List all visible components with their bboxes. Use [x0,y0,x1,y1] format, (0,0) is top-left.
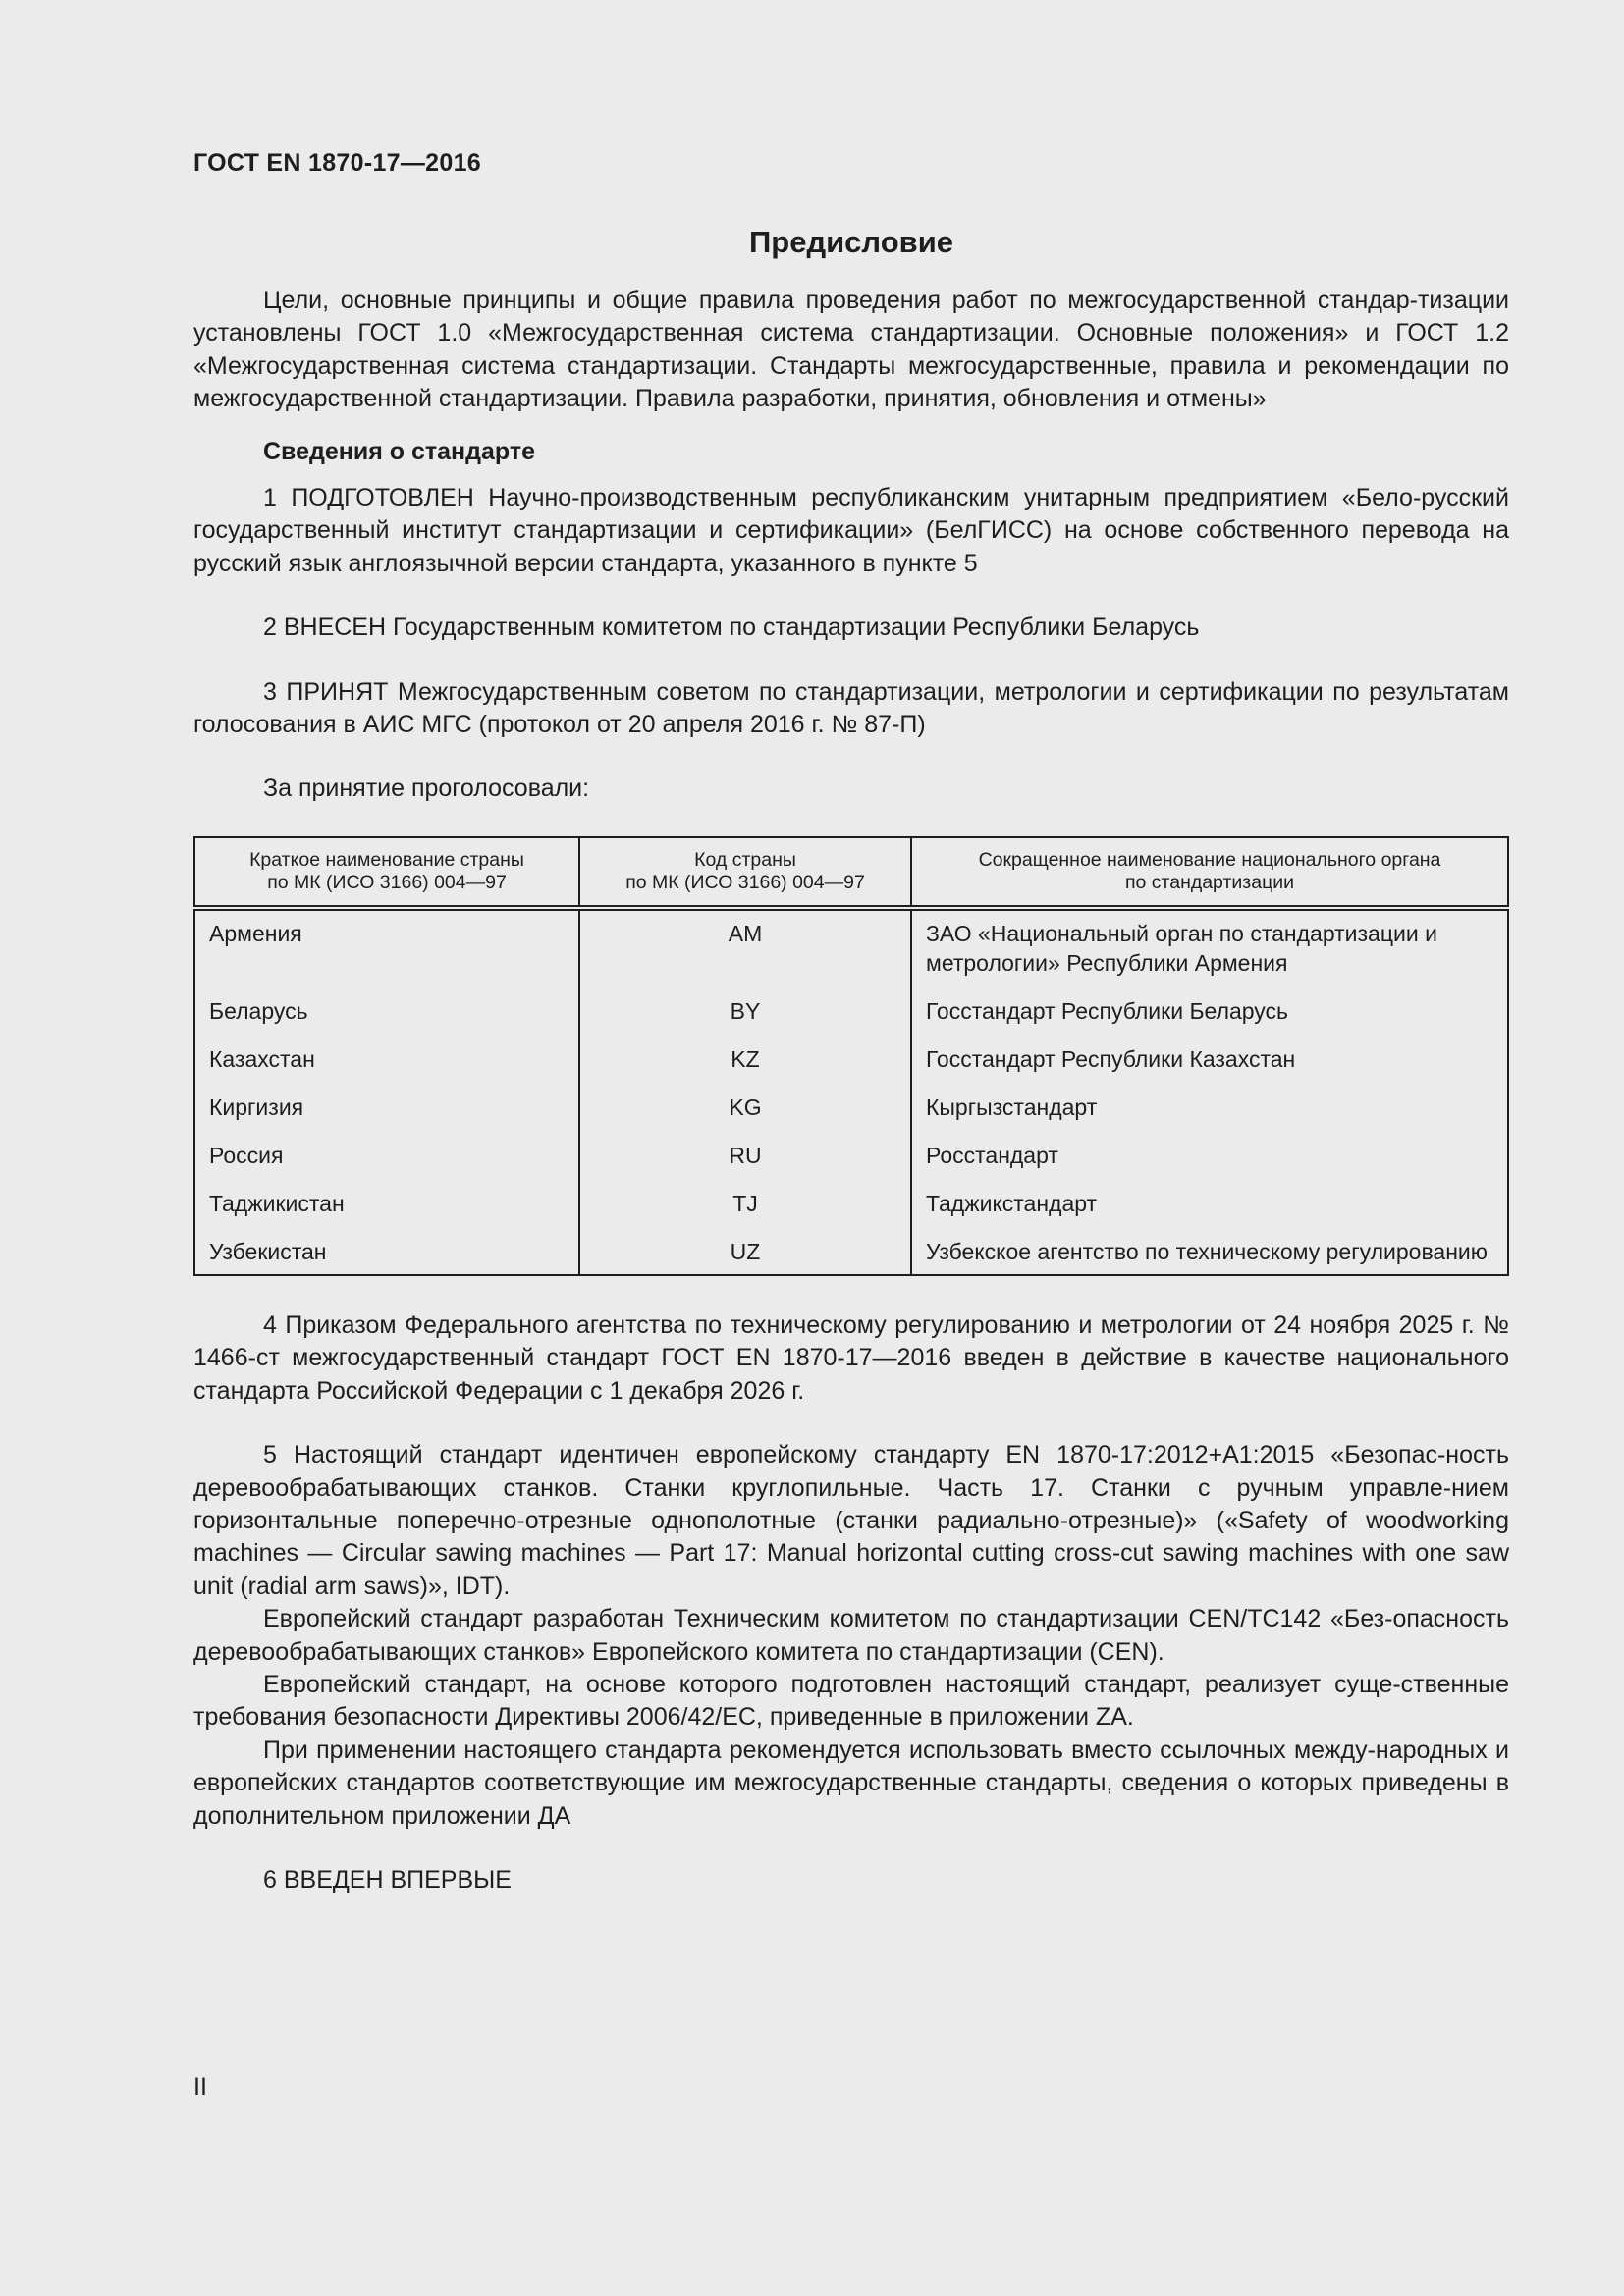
body-cell: Таджикстандарт [911,1180,1508,1228]
section-subtitle: Сведения о стандарте [263,437,536,465]
country-cell: Казахстан [194,1036,579,1084]
item-3-paragraph: 3 ПРИНЯТ Межгосударственным советом по стандартизации, метрологии и сертификации по результатам голосования в АИС МГС (протокол от 20 апреля 2016 г. № 87-П) [193,677,1509,739]
column-header-code-line2: по МК (ИСО 3166) 004—97 [625,871,865,893]
country-cell: Таджикистан [194,1180,579,1228]
intro-paragraph: Цели, основные принципы и общие правила проведения работ по межгосударственной стандар-тизации установлены ГОСТ 1.0 «Межгосударственная система стандартизации. Основные положения» и ГОСТ 1.2 «Межгосударственная система стандартизации. Стандарты межгосударственные, правила и рекомендации по межгосударственной стандартизации. Правила разработки, принятия, обновления и отмены» [193,287,1509,413]
column-header-body [911,837,1508,908]
page-title: Предисловие [748,225,953,259]
votes-table [193,836,1509,1276]
item-5-paragraph-4: При применении настоящего стандарта рекомендуется использовать вместо ссылочных между-народных и европейских стандартов соответствующие им межгосударственные стандарты, сведения о которых приведены в дополнительном приложении ДА [193,1735,1509,1830]
item-5-paragraph-2: Европейский стандарт разработан Техническим комитетом по стандартизации CEN/TC142 «Без-опасность деревообрабатывающих станков» Европейского комитета по стандартизации (CEN). [193,1605,1509,1666]
column-header-country-line1: Краткое наименование страны [249,848,524,871]
country-cell: Армения [194,908,579,988]
table-row [194,908,1508,988]
document-code: ГОСТ EN 1870-17—2016 [193,149,481,177]
body-cell: Госстандарт Республики Беларусь [911,988,1508,1036]
column-header-country-line2: по МК (ИСО 3166) 004—97 [267,871,507,893]
item-4-paragraph: 4 Приказом Федерального агентства по техническому регулированию и метрологии от 24 ноября 2025 г. № 1466-ст межгосударственный стандарт ГОСТ EN 1870-17—2016 введен в действие в качестве национального стандарта Российской Федерации с 1 декабря 2026 г. [193,1310,1509,1405]
body-cell [911,908,1508,988]
table-row [194,1084,1508,1132]
column-header-code [579,837,911,908]
code-cell: TJ [579,1180,911,1228]
item-1-paragraph: 1 ПОДГОТОВЛЕН Научно-производственным республиканским унитарным предприятием «Бело-русский государственный институт стандартизации и сертификации» (БелГИСС) на основе собственного перевода на русский язык англоязычной версии стандарта, указанного в пункте 5 [193,484,1509,577]
body-cell: Узбекское агентство по техническому регулированию [911,1228,1508,1275]
body-cell-line1: ЗАО «Национальный орган по стандартизации и [926,920,1437,946]
body-cell: Росстандарт [911,1132,1508,1180]
body-cell: Кыргызстандарт [911,1084,1508,1132]
country-cell: Узбекистан [194,1228,579,1275]
document-page [193,0,1509,2296]
table-row [194,1036,1508,1084]
column-header-code-line1: Код страны [694,848,796,871]
country-cell: Киргизия [194,1084,579,1132]
code-cell: BY [579,988,911,1036]
body-cell: Госстандарт Республики Казахстан [911,1036,1508,1084]
page-number: II [193,2073,207,2101]
column-header-body-line2: по стандартизации [1124,871,1295,893]
item-5-paragraph-3: Европейский стандарт, на основе которого подготовлен настоящий стандарт, реализует суще-ственные требования безопасности Директивы 2006/42/EC, приведенные в приложении ZA. [193,1670,1509,1732]
column-header-country [194,837,579,908]
preface-body [193,285,1509,1896]
table-row [194,1132,1508,1180]
table-header-row [194,837,1508,908]
votes-intro: За принятие проголосовали: [263,774,590,803]
code-cell: RU [579,1132,911,1180]
item-2-paragraph: 2 ВНЕСЕН Государственным комитетом по стандартизации Республики Беларусь [263,614,1200,642]
code-cell: UZ [579,1228,911,1275]
column-header-body-line1: Сокращенное наименование национального органа [978,848,1441,871]
code-cell: KG [579,1084,911,1132]
table-row [194,988,1508,1036]
table-row [194,1180,1508,1228]
item-5-paragraph: 5 Настоящий стандарт идентичен европейскому стандарту EN 1870-17:2012+A1:2015 «Безопас-ность деревообрабатывающих станков. Станки круглопильные. Часть 17. Станки с ручным управле-нием горизонтальные поперечно-отрезные однополотные (станки радиально-отрезные)» («Safety of woodworking machines — Circular sawing machines — Part 17: Manual horizontal cutting cross-cut sawing machines with one saw unit (radial arm saws)», IDT). [193,1441,1509,1600]
code-cell: AM [579,908,911,988]
body-cell-line2: метрологии» Республики Армения [926,949,1288,976]
table-row [194,1228,1508,1275]
country-cell: Беларусь [194,988,579,1036]
country-cell: Россия [194,1132,579,1180]
code-cell: KZ [579,1036,911,1084]
item-6-paragraph: 6 ВВЕДЕН ВПЕРВЫЕ [263,1865,512,1894]
